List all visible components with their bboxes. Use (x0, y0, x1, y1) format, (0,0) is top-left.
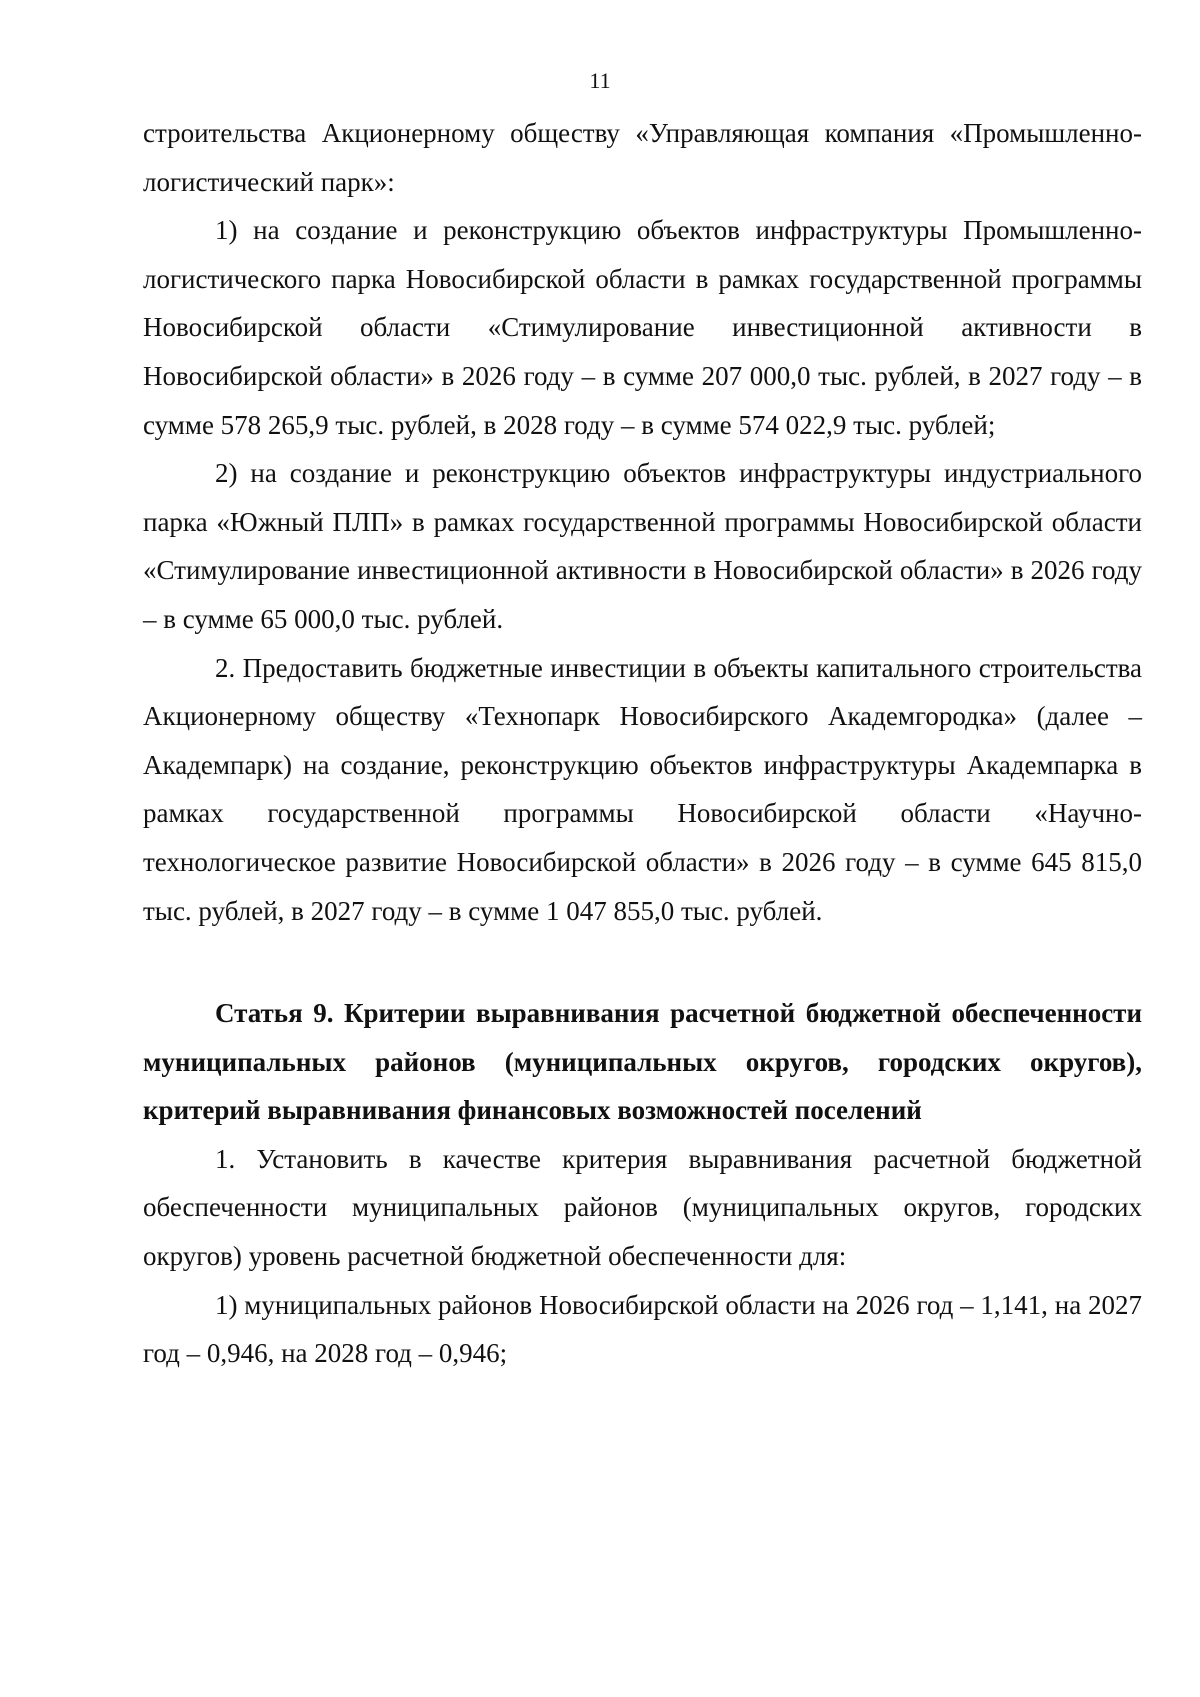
paragraph-item-2-south-plp: 2) на создание и реконструкцию объектов инфраструктуры индустриального парка «Южный ПЛП» в рамках государственной программы Новосибирской области «Стимулирование инвестиционной активности в Новосибирской области» в 2026 году – в сумме 65 000,0 тыс. рублей. (143, 458, 1142, 634)
page-number: 11 (589, 68, 611, 93)
paragraph-criteria-establish: 1. Установить в качестве критерия выравнивания расчетной бюджетной обеспеченности муниципальных районов (муниципальных округов, городских округов) уровень расчетной бюджетной обеспеченности для: (143, 1143, 1142, 1272)
article-9-heading: Статья 9. Критерии выравнивания расчетной бюджетной обеспеченности муниципальных районов (муниципальных округов, городских округов), критерий выравнивания финансовых возможностей поселений (143, 998, 1142, 1126)
document-body (143, 109, 1142, 1378)
paragraph-item-1-industrial-park: 1) на создание и реконструкцию объектов инфраструктуры Промышленно-логистического парка Новосибирской области в рамках государственной программы Новосибирской области «Стимулирование инвестиционной активности в Новосибирской области» в 2026 году – в сумме 207 000,0 тыс. рублей, в 2027 году – в сумме 578 265,9 тыс. рублей, в 2028 году – в сумме 574 022,9 тыс. рублей; (143, 215, 1142, 440)
paragraph-continuation: строительства Акционерному обществу «Управляющая компания «Промышленно-логистический парк»: (143, 118, 1142, 197)
paragraph-municipal-districts-values: 1) муниципальных районов Новосибирской области на 2026 год – 1,141, на 2027 год – 0,946, на 2028 год – 0,946; (143, 1289, 1142, 1369)
paragraph-akadempark-investment: 2. Предоставить бюджетные инвестиции в объекты капитального строительства Акционерному обществу «Технопарк Новосибирского Академгородка» (далее – Академпарк) на создание, реконструкцию объектов инфраструктуры Академпарка в рамках государственной программы Новосибирской области «Научно-технологическое развитие Новосибирской области» в 2026 году – в сумме 645 815,0 тыс. рублей, в 2027 году – в сумме 1 047 855,0 тыс. рублей. (143, 652, 1142, 926)
